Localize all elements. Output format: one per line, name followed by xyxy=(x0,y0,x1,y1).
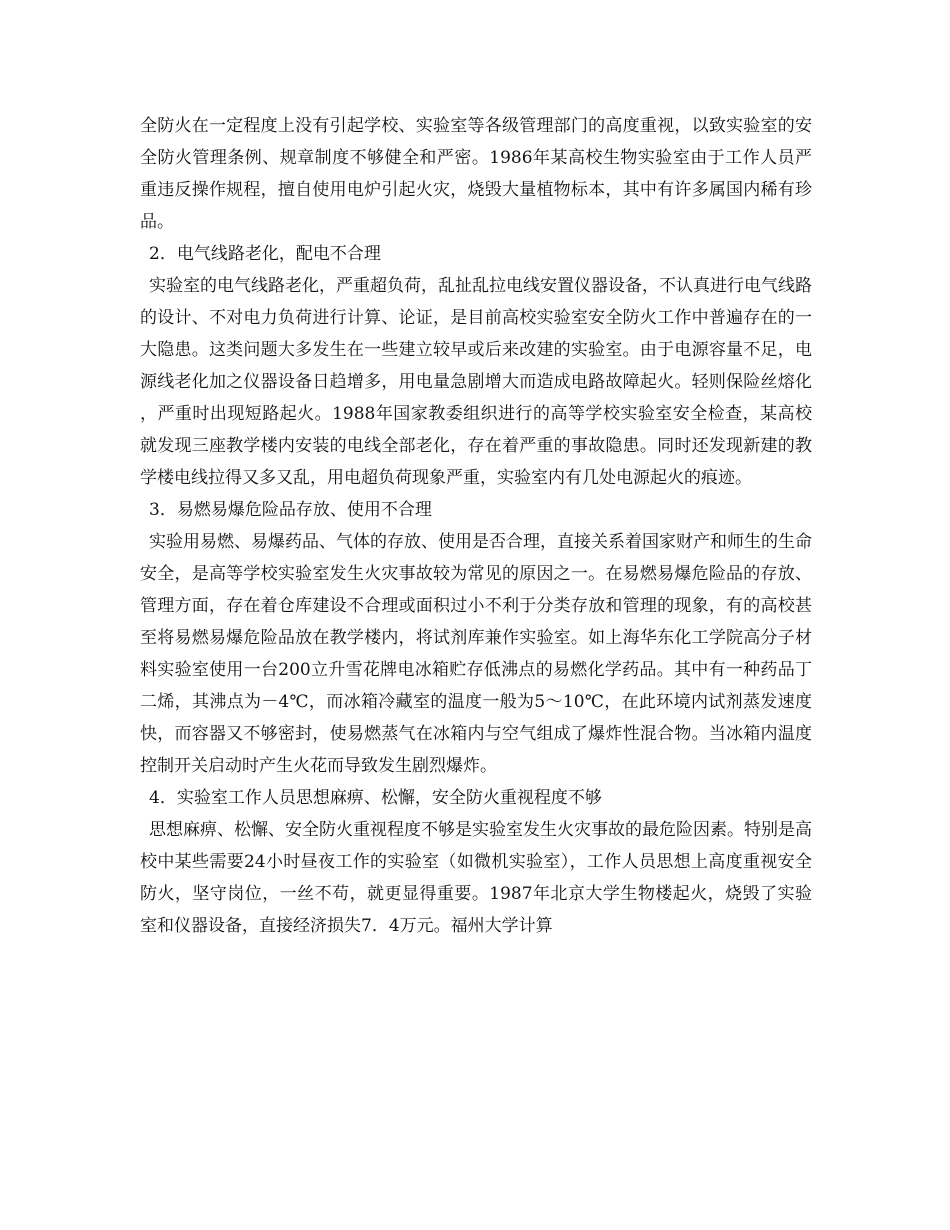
body-paragraph: 实验用易燃、易爆药品、气体的存放、使用是否合理，直接关系着国家财产和师生的生命安全，是高等学校实验室发生火灾事故较为常见的原因之一。在易燃易爆危险品的存放、管理方面，存在着仓库建设不合理或面积过小不利于分类存放和管理的现象，有的高校甚至将易燃易爆危险品放在教学楼内，将试剂库兼作实验室。如上海华东化工学院高分子材料实验室使用一台200立升雪花牌电冰箱贮存低沸点的易燃化学药品。其中有一种药品丁二烯，其沸点为－4℃，而冰箱冷藏室的温度一般为5～10℃，在此环境内试剂蒸发速度快，而容器又不够密封，使易燃蒸气在冰箱内与空气组成了爆炸性混合物。当冰箱内温度控制开关启动时产生火花而导致发生剧烈爆炸。 xyxy=(140,532,812,776)
section-heading-3: 3．易燃易爆危险品存放、使用不合理 xyxy=(149,500,432,520)
section-heading-4: 4．实验室工作人员思想麻痹、松懈，安全防火重视程度不够 xyxy=(149,788,602,808)
section-heading-2: 2．电气线路老化，配电不合理 xyxy=(149,244,381,264)
body-paragraph: 实验室的电气线路老化，严重超负荷，乱扯乱拉电线安置仪器设备，不认真进行电气线路的设计、不对电力负荷进行计算、论证，是目前高校实验室安全防火工作中普遍存在的一大隐患。这类问题大多发生在一些建立较早或后来改建的实验室。由于电源容量不足，电源线老化加之仪器设备日趋增多，用电量急剧增大而造成电路故障起火。轻则保险丝熔化，严重时出现短路起火。1988年国家教委组织进行的高等学校实验室安全检查，某高校就发现三座教学楼内安装的电线全部老化，存在着严重的事故隐患。同时还发现新建的教学楼电线拉得又多又乱，用电超负荷现象严重，实验室内有几处电源起火的痕迹。 xyxy=(140,276,812,488)
document-body xyxy=(140,110,812,942)
body-paragraph: 全防火在一定程度上没有引起学校、实验室等各级管理部门的高度重视，以致实验室的安全防火管理条例、规章制度不够健全和严密。1986年某高校生物实验室由于工作人员严重违反操作规程，擅自使用电炉引起火灾，烧毁大量植物标本，其中有许多属国内稀有珍品。 xyxy=(140,116,812,232)
body-paragraph: 思想麻痹、松懈、安全防火重视程度不够是实验室发生火灾事故的最危险因素。特别是高校中某些需要24小时昼夜工作的实验室（如微机实验室），工作人员思想上高度重视安全防火，坚守岗位，一丝不苟，就更显得重要。1987年北京大学生物楼起火，烧毁了实验室和仪器设备，直接经济损失7．4万元。福州大学计算 xyxy=(140,820,812,936)
